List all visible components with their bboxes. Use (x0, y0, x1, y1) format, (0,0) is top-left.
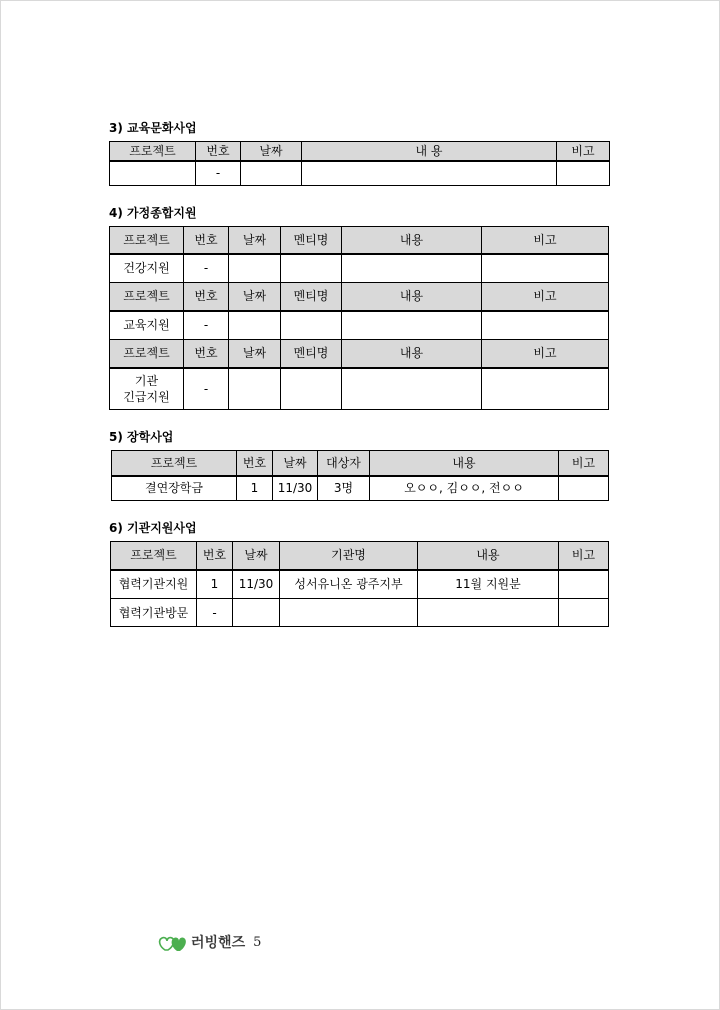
col-header-date: 날짜 (233, 542, 280, 570)
col-header-note: 비고 (482, 227, 609, 254)
page-number: 5 (253, 934, 262, 950)
cell-note (482, 254, 609, 283)
cell-number: - (184, 368, 229, 410)
col-header-mentee: 멘티명 (281, 340, 342, 368)
cell-date: 11/30 (273, 476, 318, 501)
col-header-content: 내용 (370, 451, 559, 476)
col-header-content: 내용 (418, 542, 559, 570)
col-header-number: 번호 (197, 542, 233, 570)
cell-mentee (281, 311, 342, 340)
col-header-institution: 기관명 (280, 542, 418, 570)
col-header-date: 날짜 (229, 283, 281, 311)
cell-number: 1 (237, 476, 273, 501)
cell-recipients: 3명 (318, 476, 370, 501)
culture-table (109, 141, 610, 186)
cell-content (342, 254, 482, 283)
col-header-project: 프로젝트 (110, 142, 196, 161)
col-header-content: 내용 (342, 283, 482, 311)
cell-date (233, 599, 280, 627)
col-header-date: 날짜 (273, 451, 318, 476)
col-header-note: 비고 (559, 451, 609, 476)
cell-project: 결연장학금 (112, 476, 237, 501)
cell-date: 11/30 (233, 570, 280, 599)
cell-date (229, 368, 281, 410)
cell-number: - (196, 161, 241, 186)
cell-mentee (281, 368, 342, 410)
cell-note (557, 161, 610, 186)
cell-project: 협력기관지원 (111, 570, 197, 599)
col-header-date: 날짜 (241, 142, 302, 161)
table-row (112, 476, 609, 501)
col-header-project: 프로젝트 (112, 451, 237, 476)
cell-number: - (184, 254, 229, 283)
col-header-project: 프로젝트 (110, 227, 184, 254)
cell-mentee (281, 254, 342, 283)
cell-note (482, 311, 609, 340)
table-row (111, 570, 609, 599)
col-header-content: 내용 (342, 340, 482, 368)
col-header-note: 비고 (482, 340, 609, 368)
table-row (110, 368, 609, 410)
cell-institution: 성서유니온 광주지부 (280, 570, 418, 599)
col-header-mentee: 멘티명 (281, 227, 342, 254)
cell-number: - (184, 311, 229, 340)
cell-date (229, 311, 281, 340)
cell-institution (280, 599, 418, 627)
col-header-note: 비고 (557, 142, 610, 161)
cell-project: 건강지원 (110, 254, 184, 283)
cell-number: 1 (197, 570, 233, 599)
cell-note (559, 599, 609, 627)
cell-note (482, 368, 609, 410)
cell-project: 기관 긴급지원 (110, 368, 184, 410)
cell-content (342, 311, 482, 340)
col-header-number: 번호 (184, 283, 229, 311)
col-header-date: 날짜 (229, 340, 281, 368)
cell-content: 11월 지원분 (418, 570, 559, 599)
col-header-number: 번호 (184, 340, 229, 368)
cell-project: 교육지원 (110, 311, 184, 340)
cell-project: 협력기관방문 (111, 599, 197, 627)
col-header-project: 프로젝트 (110, 283, 184, 311)
cell-content (302, 161, 557, 186)
section-title-scholarship: 5) 장학사업 (109, 430, 174, 444)
col-header-note: 비고 (559, 542, 609, 570)
col-header-project: 프로젝트 (111, 542, 197, 570)
scholarship-table (111, 450, 609, 501)
cell-content (342, 368, 482, 410)
table-row (111, 599, 609, 627)
col-header-content: 내 용 (302, 142, 557, 161)
cell-date (241, 161, 302, 186)
section-title-family: 4) 가정종합지원 (109, 206, 197, 220)
table-row (110, 161, 610, 186)
col-header-recipients: 대상자 (318, 451, 370, 476)
col-header-content: 내용 (342, 227, 482, 254)
table-row (110, 311, 609, 340)
cell-note (559, 476, 609, 501)
section-title-culture: 3) 교육문화사업 (109, 121, 197, 135)
lovinghands-logo-icon (157, 931, 187, 953)
cell-content (418, 599, 559, 627)
cell-date (229, 254, 281, 283)
table-row (110, 254, 609, 283)
col-header-number: 번호 (184, 227, 229, 254)
family-table (109, 226, 609, 410)
institution-table (110, 541, 609, 627)
brand-name: 러빙핸즈 (191, 935, 246, 951)
col-header-number: 번호 (196, 142, 241, 161)
cell-number: - (197, 599, 233, 627)
cell-content: 오ㅇㅇ, 김ㅇㅇ, 전ㅇㅇ (370, 476, 559, 501)
footer (157, 931, 261, 953)
cell-note (559, 570, 609, 599)
col-header-mentee: 멘티명 (281, 283, 342, 311)
col-header-date: 날짜 (229, 227, 281, 254)
col-header-note: 비고 (482, 283, 609, 311)
col-header-project: 프로젝트 (110, 340, 184, 368)
cell-project (110, 161, 196, 186)
section-title-institution: 6) 기관지원사업 (109, 521, 197, 535)
col-header-number: 번호 (237, 451, 273, 476)
